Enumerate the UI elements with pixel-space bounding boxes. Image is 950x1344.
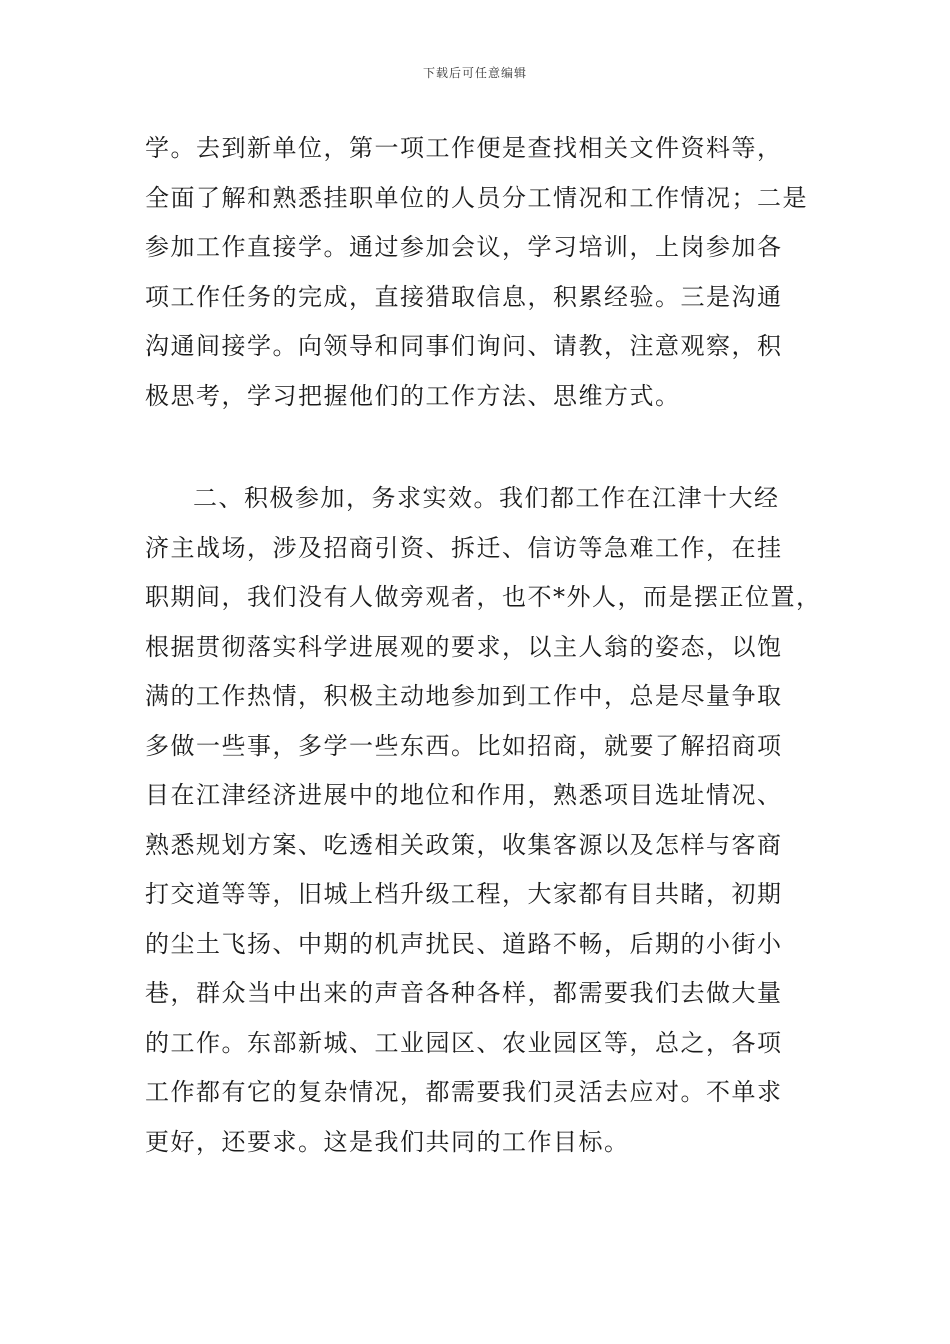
text-line: 济主战场，涉及招商引资、拆迁、信访等急难工作，在挂: [145, 533, 783, 562]
text-line: 参加工作直接学。通过参加会议，学习培训，上岗参加各: [145, 233, 783, 261]
text-line: 的尘土飞扬、中期的机声扰民、道路不畅，后期的小街小: [145, 929, 783, 958]
text-line: 目在江津经济进展中的地位和作用，熟悉项目选址情况、: [145, 781, 783, 809]
text-line: 学。去到新单位，第一项工作便是查找相关文件资料等，: [145, 134, 783, 162]
text-line: 满的工作热情，积极主动地参加到工作中，总是尽量争取: [145, 682, 783, 710]
text-line: 巷，群众当中出来的声音各种各样，都需要我们去做大量: [145, 979, 783, 1007]
text-line: 沟通间接学。向领导和同事们询问、请教，注意观察，积: [145, 332, 783, 360]
text-line: 更好，还要求。这是我们共同的工作目标。: [145, 1127, 630, 1156]
text-line: 二、积极参加，务求实效。我们都工作在江津十大经: [193, 484, 780, 512]
text-line: 根据贯彻落实科学进展观的要求，以主人翁的姿态，以饱: [145, 632, 783, 661]
text-line: 的工作。东部新城、工业园区、农业园区等，总之，各项: [145, 1028, 783, 1057]
text-line: 全面了解和熟悉挂职单位的人员分工情况和工作情况；二是: [145, 183, 808, 212]
text-line: 极思考，学习把握他们的工作方法、思维方式。: [145, 381, 681, 410]
text-line: 多做一些事，多学一些东西。比如招商，就要了解招商项: [145, 731, 783, 760]
paragraph-2: [145, 474, 822, 1167]
paragraph-1: [145, 124, 810, 421]
text-line: 项工作任务的完成，直接猎取信息，积累经验。三是沟通: [145, 282, 783, 311]
text-line: 职期间，我们没有人做旁观者，也不*外人，而是摆正位置，: [145, 583, 822, 611]
text-line: 打交道等等，旧城上档升级工程，大家都有目共睹，初期: [145, 880, 783, 908]
text-line: 工作都有它的复杂情况，都需要我们灵活去应对。不单求: [145, 1078, 783, 1106]
text-line: 熟悉规划方案、吃透相关政策，收集客源以及怎样与客商: [145, 830, 783, 859]
header-note: 下载后可任意编辑: [422, 66, 527, 80]
